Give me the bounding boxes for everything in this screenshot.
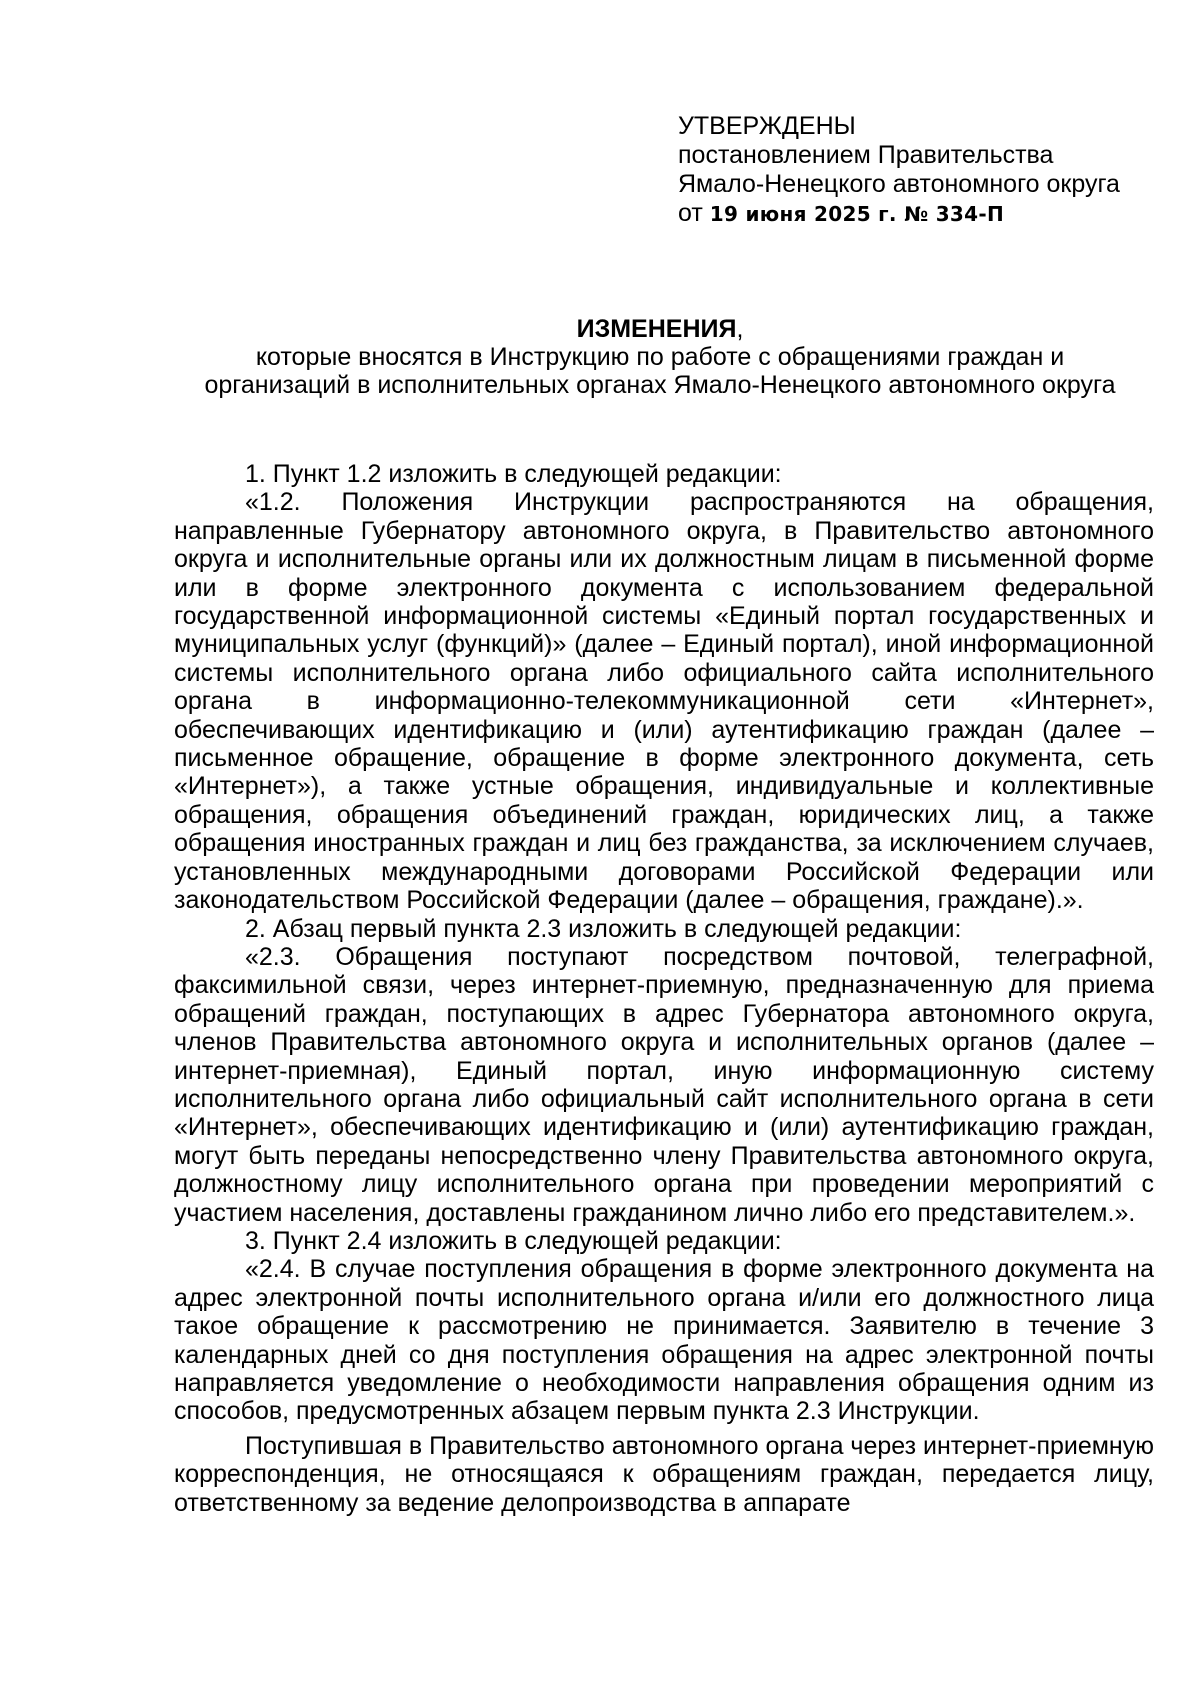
approval-stamp-title: УТВЕРЖДЕНЫ [678,112,856,140]
approval-resolution-line: постановлением Правительства [678,141,1054,169]
paragraph-item-3: 3. Пункт 2.4 изложить в следующей редакции: [245,1226,782,1255]
paragraph-item-2: 2. Абзац первый пункта 2.3 изложить в следующей редакции: [245,914,962,943]
document-subtitle-line-2: организаций в исполнительных органах Ямало-Ненецкого автономного округа [204,371,1116,399]
paragraph-item-3-text: «2.4. В случае поступления обращения в форме электронного документа на адрес электронной почты исполнительного органа и/или его должностного лица такое обращение к рассмотрению не принимается. Заявителю в течение 3 календарных дней со дня поступления обращения на адрес электронной почты направляется уведомление о необходимости направления обращения одним из способов, предусмотренных абзацем первым пункта 2.3 Инструкции. [174,1255,1154,1426]
approval-region-line: Ямало-Ненецкого автономного округа [678,170,1120,198]
paragraph-item-1: 1. Пункт 1.2 изложить в следующей редакции: [245,460,782,488]
approval-date-line [678,199,1158,229]
document-subtitle-line-1: которые вносятся в Инструкцию по работе с обращениями граждан и [255,343,1065,371]
approval-date-prefix: от [678,199,710,227]
approval-date-number: 19 июня 2025 г. № 334-П [709,202,1004,226]
document-title-word: ИЗМЕНЕНИЯ [576,315,737,343]
document-heading [160,315,1160,399]
document-title [160,315,1160,343]
paragraph-item-3-continuation: Поступившая в Правительство автономного органа через интернет-приемную корреспонденция, не относящаяся к обращениям граждан, передается лицу, ответственному за ведение делопроизводства в аппарате [174,1431,1154,1517]
document-body [174,460,1154,1517]
paragraph-item-2-text: «2.3. Обращения поступают посредством почтовой, телеграфной, факсимильной связи, через интернет-приемную, предназначенную для приема обращений граждан, поступающих в адрес Губернатора автономного округа, членов Правительства автономного округа и исполнительных органов (далее – интернет-приемная), Единый портал, иную информационную систему исполнительного органа либо официальный сайт исполнительного органа в сети «Интернет», обеспечивающих идентификацию и (или) аутентификацию граждан, могут быть переданы непосредственно члену Правительства автономного округа, должностному лицу исполнительного органа при проведении мероприятий с участием населения, доставлены гражданином лично либо его представителем.». [174,942,1154,1227]
document-title-comma: , [736,315,744,343]
approval-block [678,112,1158,229]
paragraph-item-1-text: «1.2. Положения Инструкции распространяются на обращения, направленные Губернатору автономного округа, в Правительство автономного округа и исполнительные органы или их должностным лицам в письменной форме или в форме электронного документа с использованием федеральной государственной информационной системы «Единый портал государственных и муниципальных услуг (функций)» (далее – Единый портал), иной информационной системы исполнительного органа либо официального сайта исполнительного органа в информационно-телекоммуникационной сети «Интернет», обеспечивающих идентификацию и (или) аутентификацию граждан (далее – письменное обращение, обращение в форме электронного документа, сеть «Интернет»), а также устные обращения, индивидуальные и коллективные обращения, обращения объединений граждан, юридических лиц, а также обращения иностранных граждан и лиц без гражданства, за исключением случаев, установленных международными договорами Российской Федерации или законодательством Российской Федерации (далее – обращения, граждане).». [174,488,1154,915]
